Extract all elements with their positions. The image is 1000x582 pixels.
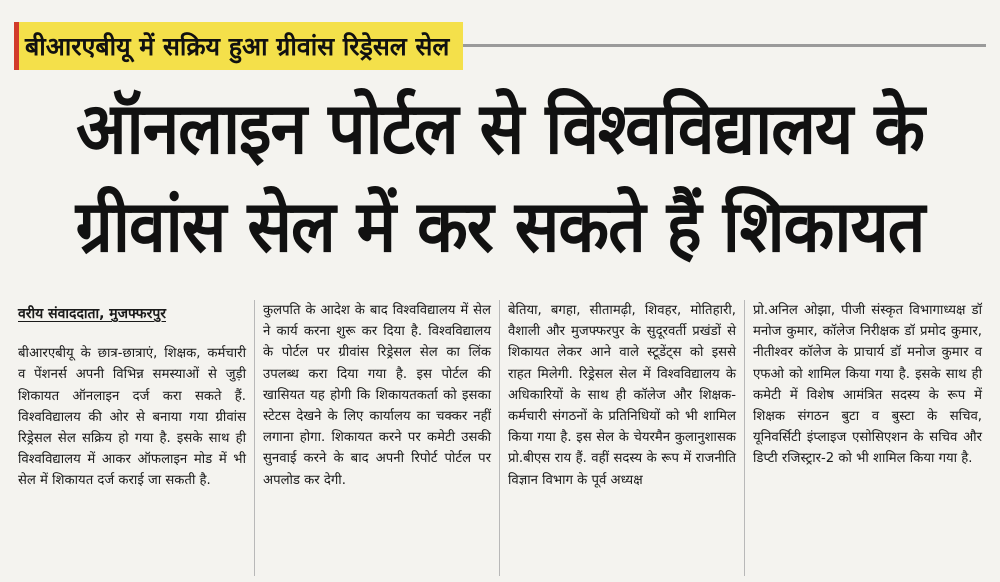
page-top-margin <box>0 0 1000 14</box>
column-4-text: प्रो.अनिल ओझा, पीजी संस्कृत विभागाध्यक्ष डॉ मनोज कुमार, कॉलेज निरीक्षक डॉ प्रमोद कुमार, नीतीश्वर कॉलेज के प्राचार्य डॉ मनोज कुमार व एफओ को शामिल किया गया है. इसके साथ ही कमेटी में विशेष आमंत्रित सदस्य के रूप में शिक्षक संगठन बुटा व बुस्टा के सचिव, यूनिवर्सिटी इंप्लाइज एसोसिएशन के सचिव और डिप्टी रजिस्ट्रार-2 को भी शामिल किया गया है. <box>753 303 982 467</box>
headline-line-2: ग्रीवांस सेल में कर सकते हैं शिकायत <box>75 184 925 269</box>
kicker-bar <box>14 22 986 70</box>
headline <box>12 80 988 276</box>
column-1-text: बीआरएबीयू के छात्र-छात्राएं, शिक्षक, कर्मचारी व पेंशनर्स अपनी विभिन्न समस्याओं से जुड़ी शिकायत ऑनलाइन दर्ज करा सकते हैं. विश्वविद्यालय की ओर से बनाया गया ग्रीवांस रिड्रेसल सेल सक्रिय हो गया है. इसके साथ ही विश्वविद्यालय में आकर ऑफलाइन मोड में भी सेल में शिकायत दर्ज कराई जा सकती है. <box>18 346 246 489</box>
column-3-text: बेतिया, बगहा, सीतामढ़ी, शिवहर, मोतिहारी, वैशाली और मुजफ्फरपुर के सुदूरवर्ती प्रखंडों से शिकायत लेकर आने वाले स्टूडेंट्स को इससे राहत मिलेगी. रिड्रेसल सेल में विश्वविद्यालय के अधिकारियों के साथ ही कॉलेज और शिक्षक-कर्मचारी संगठनों के प्रतिनिधियों को भी शामिल किया गया है. इस सेल के चेयरमैन कुलानुशासक प्रो.बीएस राय हैं. वहीं सदस्य के रूप में राजनीति विज्ञान विभाग के पूर्व अध्यक्ष <box>508 303 736 488</box>
headline-line-1: ऑनलाइन पोर्टल से विश्वविद्यालय के <box>76 86 924 171</box>
article-column-3 <box>500 300 745 576</box>
article-column-4 <box>745 300 990 576</box>
kicker-label: बीआरएबीयू में सक्रिय हुआ ग्रीवांस रिड्रेसल सेल <box>14 22 463 70</box>
column-2-text: कुलपति के आदेश के बाद विश्वविद्यालय में सेल ने कार्य करना शुरू कर दिया है. विश्वविद्यालय के पोर्टल पर ग्रीवांस रिड्रेसल सेल का लिंक उपलब्ध करा दिया गया है. इस पोर्टल की खासियत यह होगी कि शिकायतकर्ता को इसका स्टेटस देखने के लिए कार्यालय का चक्कर नहीं लगाना होगा. शिकायत करने पर कमेटी उसकी सुनवाई करने के बाद अपनी रिपोर्ट पोर्टल पर अपलोड कर देगी. <box>263 303 491 488</box>
byline: वरीय संवाददाता, मुजफ्फरपुर <box>18 306 166 322</box>
article-column-1 <box>10 300 255 576</box>
article-column-2 <box>255 300 500 576</box>
article-body <box>10 300 992 576</box>
